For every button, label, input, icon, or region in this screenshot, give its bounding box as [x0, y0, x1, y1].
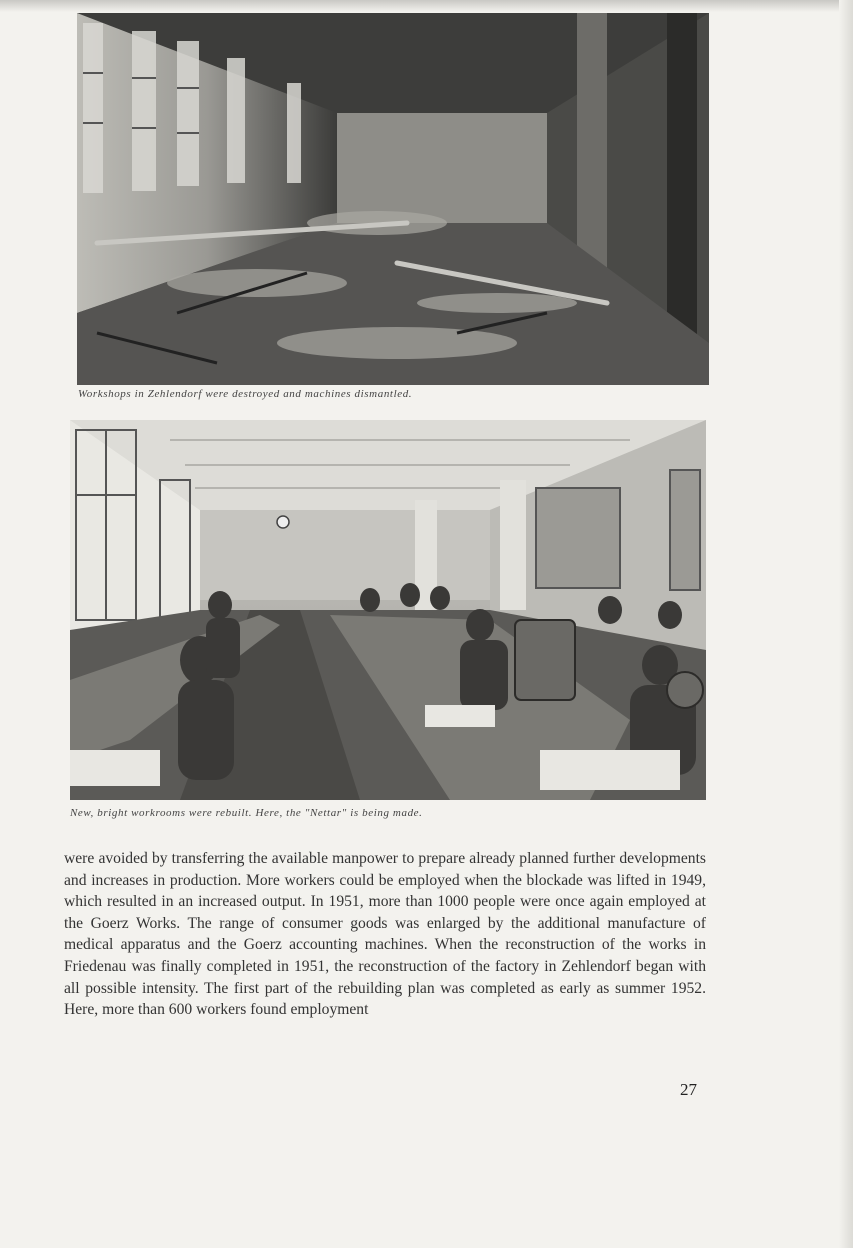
- page-top-edge: [0, 0, 853, 12]
- body-paragraph-text: were avoided by transferring the available manpower to prepare already planned further developments and increases in production. More workers could be employed when the blockade was lifted in 1949, which resulted in an increased output. In 1951, more than 1000 people were once again employed at the Goerz Works. The range of consumer goods was enlarged by the additional manufacture of medical apparatus and the Goerz accounting machines. When the reconstruction of the works in Friedenau was finally completed in 1951, the reconstruction of the factory in Zehlendorf began with all possible intensity. The first part of the rebuilding plan was completed as early as summer 1952. Here, more than 600 workers found employment: [64, 850, 706, 1019]
- caption-destroyed-workshop: Workshops in Zehlendorf were destroyed and machines dismantled.: [78, 388, 413, 400]
- destroyed-workshop-image: [77, 13, 709, 385]
- rebuilt-workroom-image: [70, 420, 706, 800]
- page-right-edge: [839, 0, 853, 1248]
- photo-destroyed-workshop: [77, 13, 709, 385]
- caption-rebuilt-workroom: New, bright workrooms were rebuilt. Here, the "Nettar" is being made.: [70, 807, 423, 819]
- page-number: 27: [680, 1080, 697, 1099]
- body-paragraph: [64, 848, 706, 1021]
- photo-rebuilt-workroom: [70, 420, 706, 800]
